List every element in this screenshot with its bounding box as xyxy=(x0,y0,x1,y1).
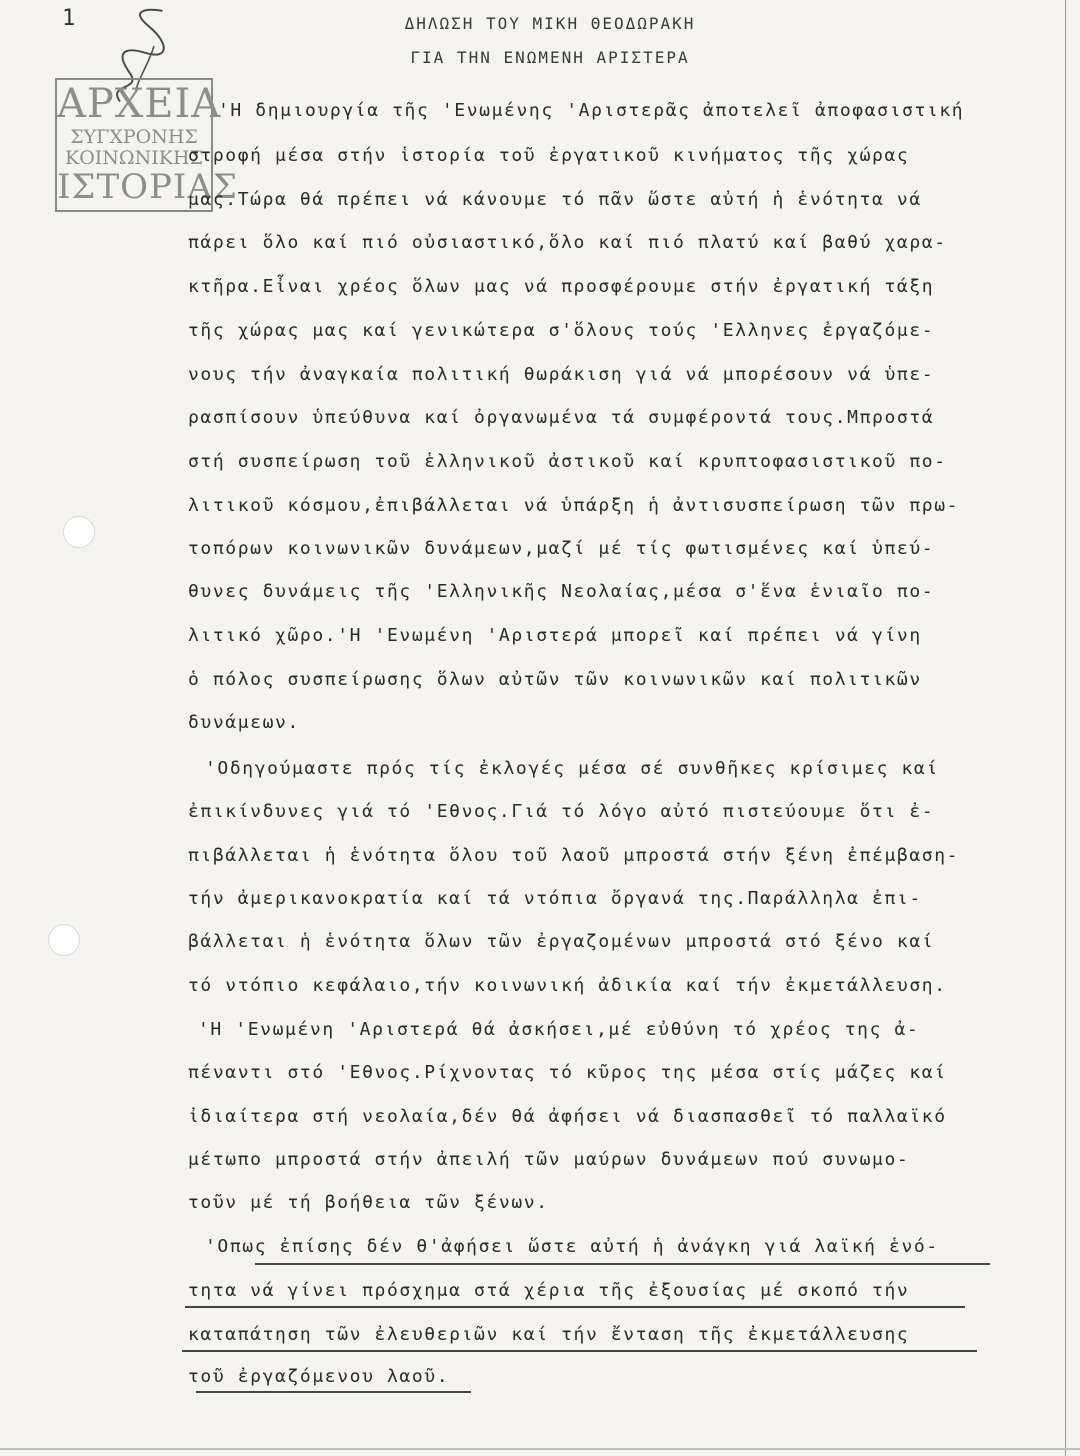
body-line: τητα νά γίνει πρόσχημα στά χέρια τῆς ἐξουσίας μέ σκοπό τήν xyxy=(188,1280,910,1301)
body-line: δυνάμεων. xyxy=(188,712,300,733)
body-line: κτῆρα.Εἶναι χρέος ὅλων μας νά προσφέρουμε στήν ἐργατική τάξη xyxy=(188,276,935,297)
body-line: ὁ πόλος συσπείρωσης ὅλων αὐτῶν τῶν κοινωνικῶν καί πολιτικῶν xyxy=(188,669,922,690)
body-line: στροφή μέσα στήν ἱστορία τοῦ ἐργατικοῦ κινήματος τῆς χώρας xyxy=(188,145,910,166)
handwritten-underline xyxy=(196,1391,471,1393)
stamp-line-4: ΙΣΤΟΡΙΑΣ xyxy=(57,167,238,207)
punch-hole-top xyxy=(63,516,95,548)
body-line: τοπόρων κοινωνικῶν δυνάμεων,μαζί μέ τίς φωτισμένες καί ὑπεύ- xyxy=(188,538,935,559)
document-title-line-2: ΓΙΑ ΤΗΝ ΕΝΩΜΕΝΗ ΑΡΙΣΤΕΡΑ xyxy=(410,48,690,67)
body-line: πέναντι στό 'Εθνος.Ρίχνοντας τό κῦρος της μέσα στίς μάζες καί xyxy=(188,1062,947,1083)
body-line: 'Οδηγούμαστε πρός τίς ἐκλογές μέσα σέ συνθῆκες κρίσιμες καί xyxy=(205,758,939,779)
body-line: τοῦ ἐργαζόμενου λαοῦ. xyxy=(188,1366,450,1387)
body-line: βάλλεται ἡ ἑνότητα ὅλων τῶν ἐργαζομένων μπροστά στό ξένο καί xyxy=(188,931,935,952)
body-line: τήν ἀμερικανοκρατία καί τά ντόπια ὄργανά της.Παράλληλα ἐπι- xyxy=(188,888,922,909)
body-line: λιτικοῦ κόσμου,ἐπιβάλλεται νά ὑπάρξη ἡ ἀντισυσπείρωση τῶν πρω- xyxy=(188,495,960,516)
handwritten-underline xyxy=(255,1263,990,1265)
body-line: 'Οπως ἐπίσης δέν θ'ἀφήσει ὥστε αὐτή ἡ ἀνάγκη γιά λαϊκή ἑνό- xyxy=(205,1236,939,1257)
handwritten-underline xyxy=(185,1306,965,1308)
body-line: καταπάτηση τῶν ἐλευθεριῶν καί τήν ἔνταση τῆς ἐκμετάλλευσης xyxy=(188,1324,910,1345)
body-line: λιτικό χῶρο.'Η 'Ενωμένη 'Αριστερά μπορεῖ καί πρέπει νά γίνη xyxy=(188,625,922,646)
page-edge xyxy=(1065,0,1066,1456)
body-line: θυνες δυνάμεις τῆς 'Ελληνικῆς Νεολαίας,μέσα σ'ἕνα ἑνιαῖο πο- xyxy=(188,581,935,602)
body-line: ρασπίσουν ὑπεύθυνα καί ὀργανωμένα τά συμφέροντά τους.Μπροστά xyxy=(188,407,935,428)
body-line: νους τήν ἀναγκαία πολιτική θωράκιση γιά νά μπορέσουν νά ὑπε- xyxy=(188,364,935,385)
body-line: 'Η δημιουργία τῆς 'Ενωμένης 'Αριστερᾶς ἀποτελεῖ ἀποφασιστική xyxy=(218,100,965,121)
body-line: τό ντόπιο κεφάλαιο,τήν κοινωνική ἀδικία καί τήν ἐκμετάλλευση. xyxy=(188,975,947,996)
stamp-line-1: ΑΡΧΕΙΑ xyxy=(57,81,222,127)
stamp-line-3: ΚΟΙΝΩΝΙΚΗΣ xyxy=(65,147,203,169)
body-line: 'Η 'Ενωμένη 'Αριστερά θά ἀσκήσει,μέ εὐθύνη τό χρέος της ἀ- xyxy=(198,1019,920,1040)
page-number: 1 xyxy=(62,6,76,31)
body-line: τοῦν μέ τή βοήθεια τῶν ξένων. xyxy=(188,1192,549,1213)
body-line: μέτωπο μπροστά στήν ἀπειλή τῶν μαύρων δυνάμεων πού συνωμο- xyxy=(188,1149,910,1170)
body-line: ἰδιαίτερα στή νεολαία,δέν θά ἀφήσει νά διασπασθεῖ τό παλλαϊκό xyxy=(188,1106,947,1127)
body-line: πάρει ὅλο καί πιό οὐσιαστικό,ὅλο καί πιό πλατύ καί βαθύ χαρα- xyxy=(188,232,947,253)
body-line: πιβάλλεται ἡ ἑνότητα ὅλου τοῦ λαοῦ μπροστά στήν ξένη ἐπέμβαση- xyxy=(188,845,960,866)
body-line: ἐπικίνδυνες γιά τό 'Εθνος.Γιά τό λόγο αὐτό πιστεύουμε ὅτι ἐ- xyxy=(188,801,935,822)
body-line: μας.Τώρα θά πρέπει νά κάνουμε τό πᾶν ὥστε αὐτή ἡ ἑνότητα νά xyxy=(188,189,922,210)
punch-hole-bottom xyxy=(48,924,80,956)
document-title-line-1: ΔΗΛΩΣΗ ΤΟΥ ΜΙΚΗ ΘΕΟΔΩΡΑΚΗ xyxy=(404,14,696,33)
handwritten-underline xyxy=(182,1350,977,1352)
body-line: τῆς χώρας μας καί γενικώτερα σ'ὅλους τούς 'Ελληνες ἐργαζόμε- xyxy=(188,320,935,341)
page-bottom-edge xyxy=(0,1448,1080,1450)
stamp-line-2: ΣΥΓΧΡΟΝΗΣ xyxy=(70,126,198,148)
body-line: στή συσπείρωση τοῦ ἑλληνικοῦ ἀστικοῦ καί κρυπτοφασιστικοῦ πο- xyxy=(188,451,947,472)
